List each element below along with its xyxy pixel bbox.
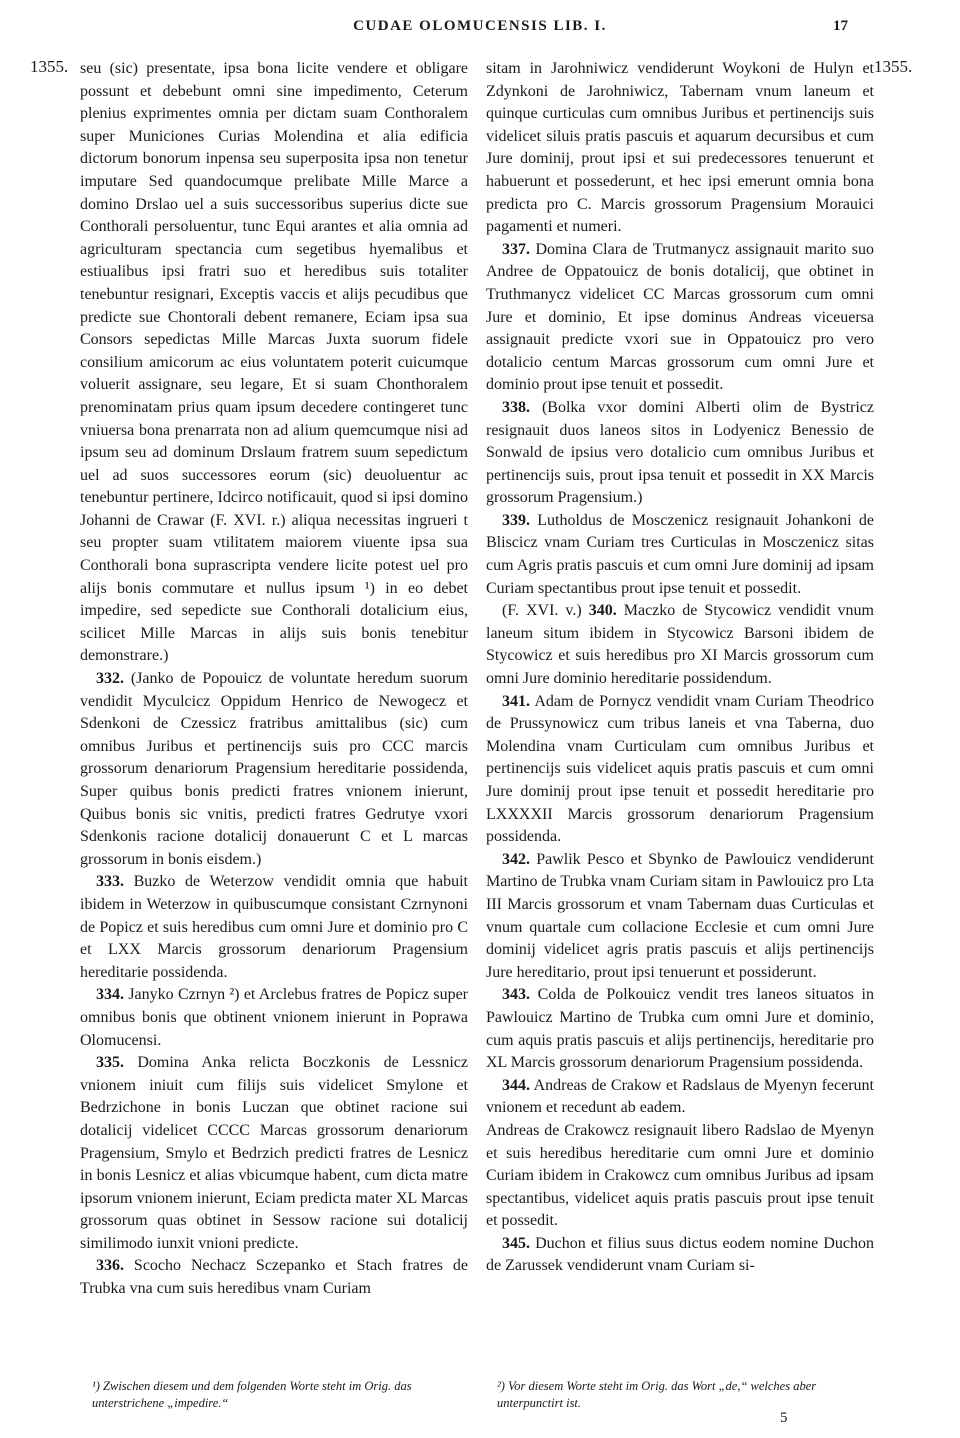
folio-marker: (F. XVI. v.) [502,602,589,620]
paragraph [80,984,468,1052]
footnote-right: ²) Vor diesem Worte steht im Orig. das Wort „de,“ welches aber unterpunctirt ist. [497,1379,817,1410]
entry-number: 345. [502,1234,530,1252]
paragraph [486,984,874,1074]
margin-year-right: 1355. [874,57,913,76]
signature-mark: 5 [780,1410,788,1426]
entry-text: sitam in Jarohniwicz vendiderunt Woykoni de Hulyn et Zdynkoni de Jarohniwicz, Tabernam vnum laneum et quinque curticulas cum omnibus Juribus et pertinencijs suis videlicet siluis pratis pascuis et aquarum decursibus et cum Jure dominij, prout ipsi et sui predecessores tenuerunt et habuerunt et possederunt, et hec ipsi emerunt omnia bona predicta pro C. Marcis grossorum Pragensium Morauici pagamenti et numeri. [486,60,874,236]
entry-text: Domina Anka relicta Boczkonis de Lessnicz vnionem iniuit cum filijs suis videlicet Smylone et Bedrzichone in bonis Luczan que obtinet racione sui dotalicij videlicet CCCC Marcas grossorum denariorum Pragensium, Smylo et Bedrzich predicti fratres de Lesnicz in bonis Lesnicz et alias vbicumque habent, cum dicta matre ipsorum vnionem inierunt, Eciam predicta mater XL Marcas grossorum quas obtinet in Sessow racione sui dotalicij similimodo iunxit vnioni predicte. [80,1054,468,1252]
entry-number: 335. [96,1054,124,1072]
entry-text: Pawlik Pesco et Sbynko de Pawlouicz vendiderunt Martino de Trubka vnam Curiam sitam in Pawlouicz pro Lta III Marcis grossorum et vnam Tabernam duas Curticulas et vnum quartale cum collacione Ecclesie et cum omni Jure dominij videlicet agris pratis pascuis et alijs pertinencijs Jure hereditario, prout ipsi tenuerunt et possiderunt. [486,850,874,981]
entry-number: 342. [502,850,530,868]
entry-text: Buzko de Weterzow vendidit omnia que habuit ibidem in Weterzow in quibuscumque consistant Czrnynoni de Popicz et suis heredibus cum omni Jure et dominio pro C et LXX Marcis grossorum denariorum Pragensium hereditarie possidenda. [80,873,468,981]
paragraph [486,58,874,239]
entry-number: 332. [96,670,124,688]
paragraph [486,1120,874,1233]
paragraph [486,510,874,600]
entry-text: seu (sic) presentate, ipsa bona licite vendere et obligare possunt et debebunt omni sine impedimento, Ceterum plenius exprimentes omnia per dictam suam Conthoralem super Municiones Curias Molendina et alia edificia dictorum bonorum inpensa seu superposita ipsa non tenetur imputare Sed quandocumque prelibate Mille Marce a domino Drslao uel a suis successoribus superius dicte sue Conthorali persoluentur, tunc Equi arantes et alia omnia ad agriculturam spectancia cum segetibus hyemalibus et estiualibus ipsi fratri suo et heredibus suis totaliter tenebuntur resignari, Exceptis vaccis et alijs pecudibus que predicte sue Chontorali debent remanere, Eciam ipsa sua Consors sepedictas Mille Marcas Juxta suorum fidele consilium amicorum ac eius voluntatem poterit cuicumque voluerit assignare, seu legare, Et si suam Chonthoralem prenominatam prius quam ipsum decedere contingeret tunc vniuersa bona prenarrata non ad alium quemcumque nisi ad ipsum seu ad dominum Drslaum fratrem suum sepedictum uel ad suos successores eorum (sic) deuoluentur ac tenebuntur pertinere, Idcirco notificauit, quod si ipsi domino Johanni de Crawar (F. XVI. r.) aliqua necessitas ingrueri t seu propter suam vtilitatem maiorem viuente ipsa sua Conthorali bona suprascripta vendere licite potest uel pro alijs bonis commutare et nullus ipsum ¹) in eo debet impedire, sed sepedicte sue Conthorali dotalicium eius, scilicet Mille Marcas in alijs suis bonis tenebitur demonstrare.) [80,60,468,665]
entry-text: Colda de Polkouicz vendit tres laneos situatos in Pawlouicz Martino de Trubka cum omni Jure et dominio, cum aquis pratis pascuis et alijs pertinencijs, hereditarie pro XL Marcis grossorum denariorum Pragensium possidenda. [486,986,874,1072]
entry-number: 339. [502,511,530,529]
entry-text: Scocho Nechacz Sczepanko et Stach fratres de Trubka vna cum suis heredibus vnam Curiam [80,1257,468,1298]
entry-text: Adam de Pornycz vendidit vnam Curiam Theodrico de Prussynowicz cum tribus laneis et vna Taberna, duo Molendina vnam Curticulam cum omnibus Juribus et pertinencijs suis videlicet aquis pratis pascuis et cum omni Jure dominij prout ipse tenuit et possedit hereditarie pro LXXXXII Marcis grossorum denariorum Pragensium possidenda. [486,692,874,846]
entry-number: 336. [96,1257,124,1275]
left-column [80,58,468,1301]
paragraph [486,1075,874,1120]
entry-text: Lutholdus de Mosczenicz resignauit Johankoni de Bliscicz vnam Curiam tres Curticulas in Mosczenicz sitas cum Agris pratis pascuis et cum omni Jure dominij ad ipsam Curiam spectantibus prout ipse tenuit et possedit. [486,511,874,597]
entry-number: 341. [502,692,530,710]
entry-text: Andreas de Crakowcz resignauit libero Radslao de Myenyn et suis heredibus hereditarie cum omni Jure et dominio Curiam ibidem in Crakowcz cum omnibus Juribus ad ipsam spectantibus, videlicet aquis pratis pascuis prout ipse tenuit et possedit. [486,1121,874,1230]
paragraph [80,1255,468,1300]
running-title: CUDAE OLOMUCENSIS LIB. I. [353,18,607,34]
right-column [486,58,874,1278]
page-number: 17 [833,18,848,34]
entry-text: (Janko de Popouicz de voluntate heredum suorum vendidit Myculcicz Oppidum Henrico de Newogecz et Sdenkoni de Czessicz fratribus amittalibus (sic) cum omnibus Juribus et pertinencijs suis pro CCC marcis grossorum denariorum Pragensium hereditarie possidenda, Super quibus bonis predicti fratres vnionem inierunt, Quibus bonis sic vnitis, predicti fratres Gedrutye vxori Sdenkonis racione dotalicij donauerunt C et L marcas grossorum in bonis eisdem.) [80,670,468,868]
entry-number: 338. [502,398,530,416]
footnote-left: ¹) Zwischen diesem und dem folgenden Worte steht im Orig. das unterstrichene „impedire.“ [92,1379,412,1410]
entry-number: 337. [502,240,530,258]
entry-text: Maczko de Stycowicz vendidit vnum laneum situm ibidem in Stycowicz Barsoni ibidem de Stycowicz et suis heredibus pro XI Marcis grossorum cum omni Jure dominio hereditarie possidendum. [486,602,874,688]
paragraph [486,600,874,690]
paragraph [486,849,874,985]
paragraph [486,397,874,510]
paragraph [80,871,468,984]
entry-number: 344. [502,1076,530,1094]
running-head [0,18,960,42]
entry-text: Janyko Czrnyn ²) et Arclebus fratres de Popicz super omnibus bonis que obtinent vnionem inierunt in Poprawa Olomucensi. [80,986,468,1049]
paragraph [80,1052,468,1255]
paragraph [80,668,468,871]
entry-text: Domina Clara de Trutmanycz assignauit marito suo Andree de Oppatouicz de bonis dotalicij, que obtinet in Truthmanycz videlicet CC Marcas grossorum cum omni Jure et dominio, Et ipse dominus Andreas viceuersa assignauit predicte vxori sue in Oppatouicz pro vero dotalicio centum Marcas grossorum cum omni Jure et dominio prout ipse tenuit et possedit. [486,240,874,394]
paragraph [486,1233,874,1278]
margin-year-left: 1355. [30,57,69,76]
entry-text: Duchon et filius suus dictus eodem nomine Duchon de Zarussek vendiderunt vnam Curiam si- [486,1234,874,1275]
entry-text: (Bolka vxor domini Alberti olim de Bystricz resignauit duos laneos sitos in Lodyenicz Benessio de Sonwald de ipsius vero dotalicio cum omnibus Juribus et pertinencijs suis, prout ipsa tenuit et possedit in XX Marcis grossorum Pragensium.) [486,398,874,507]
entry-text: Andreas de Crakow et Radslaus de Myenyn fecerunt vnionem et recedunt ab eadem. [486,1076,874,1117]
paragraph [80,58,468,668]
paragraph [486,691,874,849]
entry-number: 333. [96,873,124,891]
paragraph [486,239,874,397]
entry-number: 340. [588,602,617,620]
entry-number: 343. [502,986,530,1004]
entry-number: 334. [96,986,124,1004]
